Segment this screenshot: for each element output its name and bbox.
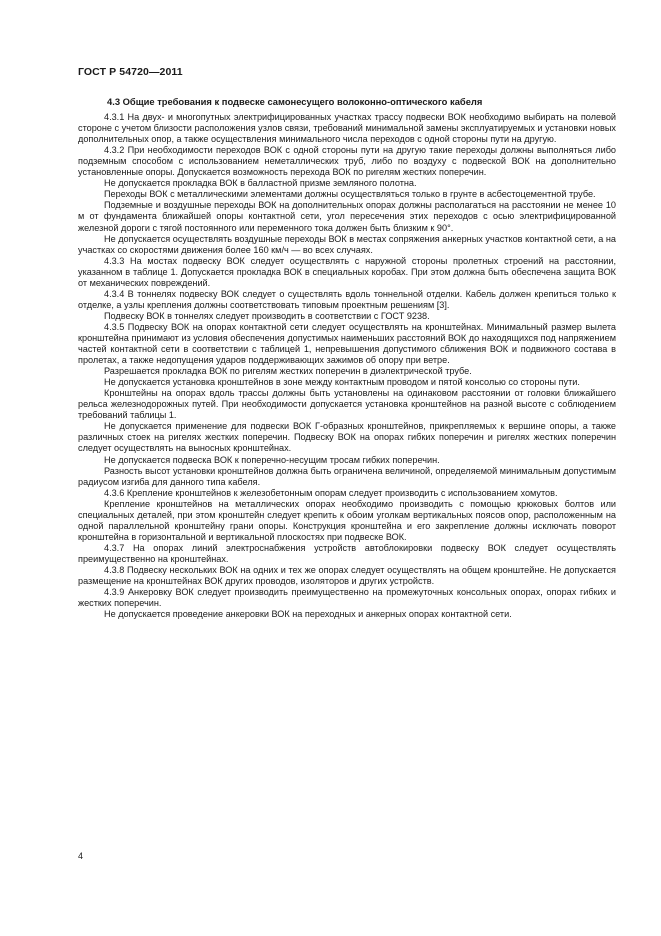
- body-paragraph: 4.3.1 На двух- и многопутных электрифицированных участках трассу подвески ВОК необходимо выбирать на полевой стороне с учетом близости расположения узлов связи, требований минимальной замены эксплуатируемых и установки новых дополнительных опор, а также осуществления минимального числа переходов с одной стороны пути на другую.: [78, 112, 616, 145]
- body-paragraph: 4.3.8 Подвеску нескольких ВОК на одних и тех же опорах следует осуществлять на общем кронштейне. Не допускается размещение на кронштейнах ВОК других проводов, изоляторов и других устройств.: [78, 564, 616, 587]
- body-paragraph: 4.3.5 Подвеску ВОК на опорах контактной сети следует осуществлять на кронштейнах. Минимальный размер вылета кронштейна принимают из условия обеспечения допустимых наименьших расстояний ВОК до находящихся под напряжением частей контактной сети в соответствии с таблицей 1, непревышения допустимого сближения ВОК и подвижного состава в пролетах, а также недопущения ударов поддерживающих зажимов об опору при ветре.: [78, 321, 616, 366]
- body-paragraph: 4.3.4 В тоннелях подвеску ВОК следует о существлять вдоль тоннельной отделки. Кабель должен крепиться только к отделке, а узлы крепления должны соответствовать типовым проектным решениям [3].: [78, 288, 616, 310]
- section-heading: 4.3 Общие требования к подвеске самонесущего волоконно-оптического кабеля: [107, 96, 483, 107]
- body-paragraph: Не допускается установка кронштейнов в зоне между контактным проводом и пятой консолью со стороны пути.: [104, 377, 580, 388]
- body-paragraph: Не допускается прокладка ВОК в балластной призме земляного полотна.: [104, 178, 417, 189]
- body-paragraph: 4.3.6 Крепление кронштейнов к железобетонным опорам следует производить с использованием хомутов.: [104, 487, 558, 498]
- body-paragraph: Не допускается осуществлять воздушные переходы ВОК в местах сопряжения анкерных участков контактной сети, а на участках со скоростями движения более 160 км/ч — во всех случаях.: [78, 233, 616, 255]
- body-paragraph: Подвеску ВОК в тоннелях следует производить в соответствии с ГОСТ 9238.: [104, 310, 430, 321]
- body-paragraph: Кронштейны на опорах вдоль трассы должны быть установлены на одинаковом расстоянии от головки ближайшего рельса железнодорожных путей. При необходимости допускается установка кронштейнов на разной высоте с соблюдением требований таблицы 1.: [78, 388, 616, 421]
- body-paragraph: Разность высот установки кронштейнов должна быть ограничена величиной, определяемой минимальным допустимым радиусом изгиба для данного типа кабеля.: [78, 465, 616, 487]
- body-paragraph: Не допускается применение для подвески ВОК Г-образных кронштейнов, прикрепляемых к вершине опоры, а также различных стоек на ригелях жестких поперечин. Подвеску ВОК на опорах гибких поперечин и ригелях жестких поперечин следует осуществлять на выносных кронштейнах.: [78, 421, 616, 454]
- body-paragraph: Не допускается проведение анкеровки ВОК на переходных и анкерных опорах контактной сети.: [104, 609, 512, 620]
- body-paragraph: Разрешается прокладка ВОК по ригелям жестких поперечин в диэлектрической трубе.: [104, 366, 472, 377]
- body-paragraph: 4.3.9 Анкеровку ВОК следует производить преимущественно на промежуточных консольных опорах, опорах гибких и жестких поперечин.: [78, 587, 616, 609]
- body-paragraph: 4.3.3 На мостах подвеску ВОК следует осуществлять с наружной стороны пролетных строений на расстоянии, указанном в таблице 1. Допускается прокладка ВОК в специальных коробах. При этом должна быть обеспечена защита ВОК от механических повреждений.: [78, 255, 616, 288]
- body-paragraph: 4.3.7 На опорах линий электроснабжения устройств автоблокировки подвеску ВОК следует осуществлять преимущественно на кронштейнах.: [78, 542, 616, 564]
- paragraph-list: [78, 112, 616, 620]
- body-paragraph: Крепление кронштейнов на металлических опорах необходимо производить с помощью крюковых болтов или специальных деталей, при этом кронштейн следует крепить к обоим уголкам вертикальных поясов опор, расположенным на одной параллельной кронштейну грани опоры. Конструкция кронштейна и его закрепление должны исключать поворот кронштейна в горизонтальной и вертикальной плоскостях при подвеске ВОК.: [78, 498, 616, 542]
- page-number: 4: [78, 851, 84, 861]
- body-paragraph: Не допускается подвеска ВОК к поперечно-несущим тросам гибких поперечин.: [104, 454, 440, 465]
- document-header: ГОСТ Р 54720—2011: [78, 66, 183, 78]
- body-paragraph: 4.3.2 При необходимости переходов ВОК с одной стороны пути на другую такие переходы должны выполняться либо подземным способом с использованием неметаллических труб, либо по воздуху с подвеской ВОК на дополнительно установленные опоры. Допускается возможность перехода ВОК по ригелям жестких поперечин.: [78, 145, 616, 178]
- body-paragraph: Переходы ВОК с металлическими элементами должны осуществляться только в грунте в асбестоцементной трубе.: [104, 189, 596, 200]
- body-paragraph: Подземные и воздушные переходы ВОК на дополнительных опорах должны располагаться на расстоянии не менее 10 м от фундамента ближайшей опоры контактной сети, угол пересечения этих переходов с осью электрифицированной железной дороги с тягой постоянного или переменного тока должен быть близким к 90°.: [78, 200, 616, 233]
- document-body: [78, 96, 616, 620]
